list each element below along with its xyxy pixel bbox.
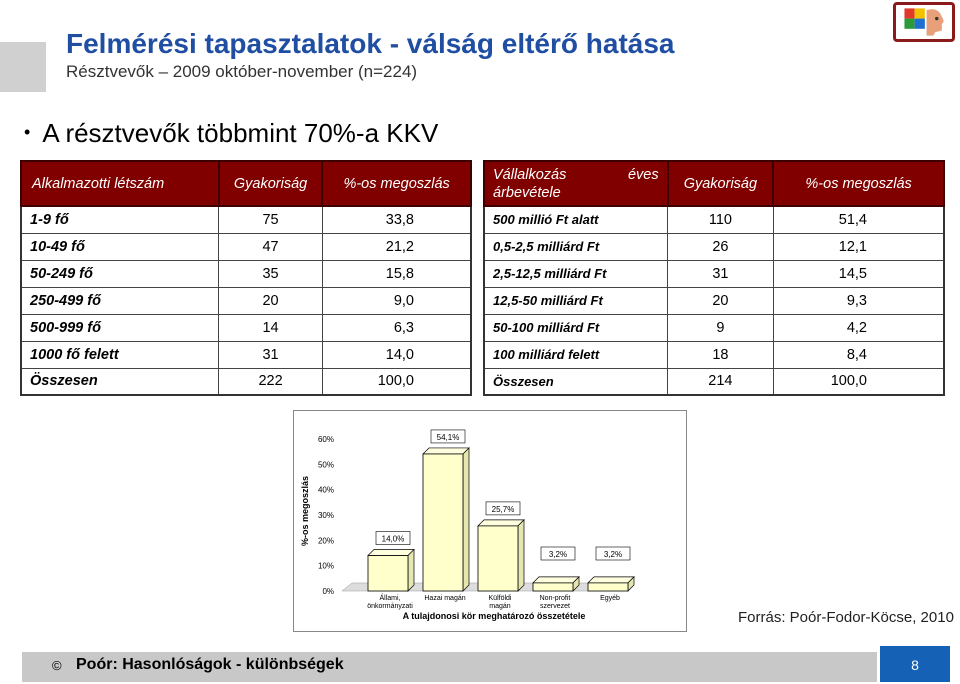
t2-label-cell: 2,5-12,5 milliárd Ft <box>484 260 668 287</box>
t2-percent-cell: 12,1 <box>773 233 944 260</box>
t1-frequency-cell: 14 <box>219 314 322 341</box>
bar-side <box>408 550 414 591</box>
t2-label-cell: 12,5-50 milliárd Ft <box>484 287 668 314</box>
copyright-icon: © <box>52 658 62 673</box>
bar <box>588 583 628 591</box>
t1-label-cell: 1-9 fő <box>21 206 219 233</box>
decorative-square <box>0 42 46 92</box>
category-label: szervezet <box>540 603 570 610</box>
bar <box>368 556 408 591</box>
page-subtitle: Résztvevők – 2009 október-november (n=224) <box>66 62 418 81</box>
y-tick-label: 60% <box>317 435 334 444</box>
t2-frequency-cell: 31 <box>668 260 774 287</box>
t1-row <box>21 341 471 368</box>
t1-frequency-cell: 75 <box>219 206 322 233</box>
t1-label-cell: 500-999 fő <box>21 314 219 341</box>
t1-row <box>21 233 471 260</box>
t1-label-cell: 10-49 fő <box>21 233 219 260</box>
footer-text: Poór: Hasonlóságok - különbségek <box>76 656 344 673</box>
y-tick-label: 50% <box>317 460 334 470</box>
y-axis-label: %-os megoszlás <box>300 475 310 547</box>
bar <box>533 583 573 591</box>
employee-count-table <box>20 160 472 396</box>
bar-top <box>533 577 579 583</box>
t2-percent-cell: 100,0 <box>773 368 944 395</box>
bar-top <box>588 577 634 583</box>
bullet-text: A résztvevők többmint 70%-a KKV <box>42 118 439 148</box>
t1-label-cell: 250-499 fő <box>21 287 219 314</box>
t1-row <box>21 287 471 314</box>
category-label: magán <box>489 603 511 610</box>
t1-percent-cell: 9,0 <box>322 287 471 314</box>
data-label: 3,2% <box>548 550 568 559</box>
t2-header-word2: éves <box>627 166 659 183</box>
t1-frequency-cell: 20 <box>219 287 322 314</box>
t2-header-revenue <box>484 161 668 206</box>
data-label: 25,7% <box>491 504 515 514</box>
t2-percent-cell: 4,2 <box>773 314 944 341</box>
t1-label-cell: 50-249 fő <box>21 260 219 287</box>
bar <box>423 454 463 591</box>
t2-frequency-cell: 20 <box>668 287 774 314</box>
bullet-point: • A résztvevők többmint 70%-a KKV <box>24 118 439 148</box>
category-label: önkormányzati <box>367 603 413 610</box>
t2-row <box>484 206 944 233</box>
category-label: Non-profit <box>539 595 571 602</box>
t1-percent-cell: 21,2 <box>322 233 471 260</box>
t2-header-word1: Vállalkozás <box>493 166 567 183</box>
category-label: Állami, <box>379 595 401 602</box>
t2-label-cell: 500 millió Ft alatt <box>484 206 668 233</box>
t2-frequency-cell: 18 <box>668 341 774 368</box>
bar-side <box>518 520 524 591</box>
category-label: Külföldi <box>488 595 512 602</box>
y-tick-label: 10% <box>317 561 334 571</box>
t2-row <box>484 260 944 287</box>
t1-frequency-cell: 47 <box>219 233 322 260</box>
t2-row <box>484 314 944 341</box>
t1-row <box>21 314 471 341</box>
t1-label-cell: 1000 fő felett <box>21 341 219 368</box>
category-label: Hazai magán <box>424 595 466 602</box>
t2-label-cell: 0,5-2,5 milliárd Ft <box>484 233 668 260</box>
t2-label-cell: Összesen <box>484 368 668 395</box>
bar-top <box>478 520 524 526</box>
y-tick-label: 40% <box>317 485 334 495</box>
x-axis-label: A tulajdonosi kör meghatározó összetétele <box>402 611 586 621</box>
t2-percent-cell: 8,4 <box>773 341 944 368</box>
t2-row <box>484 287 944 314</box>
t1-percent-cell: 14,0 <box>322 341 471 368</box>
t2-frequency-cell: 110 <box>668 206 774 233</box>
revenue-table <box>483 160 945 396</box>
source-note: Forrás: Poór-Fodor-Köcse, 2010 <box>738 609 954 626</box>
t1-header-percent: %-os megoszlás <box>322 161 471 206</box>
page-number: 8 <box>880 646 950 682</box>
puzzle-head-logo-icon <box>893 2 955 42</box>
t2-label-cell: 100 milliárd felett <box>484 341 668 368</box>
t1-percent-cell: 6,3 <box>322 314 471 341</box>
t1-header-frequency: Gyakoriság <box>219 161 322 206</box>
t2-header-word3: árbevétele <box>493 184 561 201</box>
data-label: 54,1% <box>436 432 460 442</box>
y-tick-label: 0% <box>322 587 334 596</box>
t2-row <box>484 368 944 395</box>
t2-percent-cell: 9,3 <box>773 287 944 314</box>
category-label: Egyéb <box>600 595 620 602</box>
t1-frequency-cell: 35 <box>219 260 322 287</box>
t1-percent-cell: 15,8 <box>322 260 471 287</box>
bar-top <box>423 448 469 454</box>
t1-frequency-cell: 31 <box>219 341 322 368</box>
t2-percent-cell: 14,5 <box>773 260 944 287</box>
page-title: Felmérési tapasztalatok - válság eltérő hatása <box>66 28 675 59</box>
data-label: 3,2% <box>603 550 623 559</box>
y-tick-label: 30% <box>317 511 334 520</box>
t1-row <box>21 260 471 287</box>
chart-svg <box>294 411 688 633</box>
t1-percent-cell: 33,8 <box>322 206 471 233</box>
ownership-bar-chart <box>293 410 687 632</box>
t2-label-cell: 50-100 milliárd Ft <box>484 314 668 341</box>
t1-row <box>21 368 471 395</box>
t1-frequency-cell: 222 <box>219 368 322 395</box>
t2-header-frequency: Gyakoriság <box>668 161 774 206</box>
t1-header-size: Alkalmazotti létszám <box>21 161 219 206</box>
t2-row <box>484 233 944 260</box>
t1-label-cell: Összesen <box>21 368 219 395</box>
bar-side <box>463 448 469 591</box>
t1-percent-cell: 100,0 <box>322 368 471 395</box>
t2-percent-cell: 51,4 <box>773 206 944 233</box>
t2-row <box>484 341 944 368</box>
data-label: 14,0% <box>381 534 405 544</box>
bar <box>478 526 518 591</box>
y-tick-label: 20% <box>317 536 334 546</box>
t2-frequency-cell: 214 <box>668 368 774 395</box>
t2-frequency-cell: 9 <box>668 314 774 341</box>
t1-row <box>21 206 471 233</box>
t2-frequency-cell: 26 <box>668 233 774 260</box>
bar-top <box>368 550 414 556</box>
t2-header-percent: %-os megoszlás <box>773 161 944 206</box>
